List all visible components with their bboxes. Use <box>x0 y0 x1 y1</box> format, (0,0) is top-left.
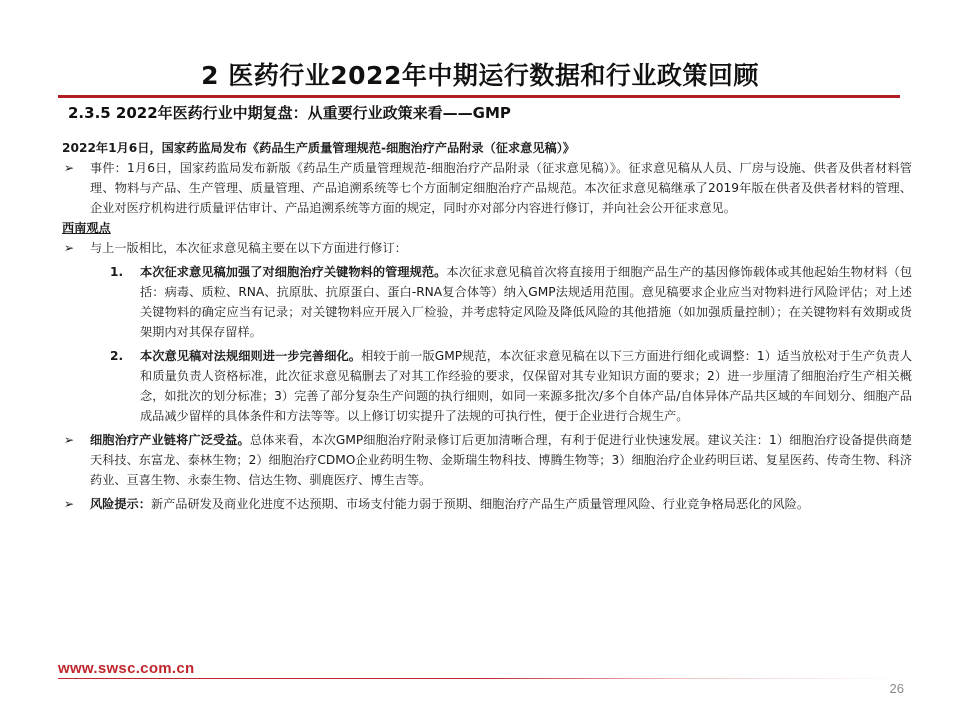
item-text: 相较于前一版GMP规范，本次征求意见稿在以下三方面进行细化或调整：1）适当放松对于生产负责人和质量负责人资格标准，此次征求意见稿删去了对其工作经验的要求，仅保留对其专业知识方面的要求；2）进一步厘清了细胞治疗生产相关概念，如批次的划分标准；3）完善了部分复杂生产问题的执行细则，如同一来源多批次/多个自体产品/自体异体产品共区域的车间划分、细胞产品成品减少留样的具体条件和方法等等。以上修订切实提升了法规的可执行性，便于企业进行合规生产。 <box>140 349 913 423</box>
bullet-arrow-icon: ➢ <box>63 433 75 447</box>
chain-bullet <box>62 430 912 490</box>
bullet-arrow-icon: ➢ <box>63 241 75 255</box>
intro-bullet <box>62 238 912 258</box>
chain-text: 总体来看，本次GMP细胞治疗附录修订后更加清晰合理，有利于促进行业快速发展。建议关注：1）细胞治疗设备提供商楚天科技、东富龙、泰林生物；2）细胞治疗CDMO企业药明生物、金斯瑞生物科技、博腾生物等；3）细胞治疗企业药明巨诺、复星医药、传奇生物、科济药业、亘喜生物、永泰生物、信达生物、驯鹿医疗、博生吉等。 <box>90 433 913 487</box>
risk-bullet <box>62 494 912 514</box>
footer-divider <box>58 678 900 679</box>
section-subtitle: 2.3.5 2022年医药行业中期复盘：从重要行业政策来看——GMP <box>68 104 511 122</box>
title-divider <box>58 95 900 98</box>
list-item <box>62 346 912 426</box>
item-number: 2. <box>110 349 124 363</box>
item-number: 1. <box>110 265 124 279</box>
item-bold-lead: 本次征求意见稿加强了对细胞治疗关键物料的管理规范。 <box>140 265 447 279</box>
view-heading: 西南观点 <box>62 221 111 235</box>
list-item <box>62 262 912 342</box>
footer-website-link[interactable]: www.swsc.com.cn <box>58 660 195 677</box>
event-text: 事件：1月6日，国家药监局发布新版《药品生产质量管理规范-细胞治疗产品附录（征求意见稿）》。征求意见稿从人员、厂房与设施、供者及供者材料管理、物料与产品、生产管理、质量管理、产品追溯系统等七个方面制定细胞治疗产品规范。本次征求意见稿继承了2019年版在供者及供者材料的管理、企业对医疗机构进行质量评估审计、产品追溯系统等方面的规定，同时亦对部分内容进行修订，并向社会公开征求意见。 <box>90 161 912 215</box>
risk-text: 新产品研发及商业化进度不达预期、市场支付能力弱于预期、细胞治疗产品生产质量管理风险、行业竞争格局恶化的风险。 <box>150 497 810 511</box>
bullet-arrow-icon: ➢ <box>63 161 75 175</box>
event-bullet <box>62 158 912 218</box>
intro-text: 与上一版相比，本次征求意见稿主要在以下方面进行修订： <box>90 241 407 255</box>
page-title: 2 医药行业2022年中期运行数据和行业政策回顾 <box>201 61 759 90</box>
bullet-arrow-icon: ➢ <box>63 497 75 511</box>
content-body <box>62 138 912 514</box>
risk-bold-lead: 风险提示： <box>90 497 151 511</box>
item-bold-lead: 本次意见稿对法规细则进一步完善细化。 <box>140 349 362 363</box>
page-number: 26 <box>889 681 904 696</box>
item-text: 本次征求意见稿首次将直接用于细胞产品生产的基因修饰载体或其他起始生物材料（包括：病毒、质粒、RNA、抗原肽、抗原蛋白、蛋白-RNA复合体等）纳入GMP法规适用范围。意见稿要求企业应当对物料进行风险评估；对上述关键物料的确定应当有记录；对关键物料应开展入厂检验，并考虑特定风险及降低风险的其他措施（如加强质量控制）；在关键物料有效期或货架期内对其保存留样。 <box>140 265 913 339</box>
date-heading: 2022年1月6日，国家药监局发布《药品生产质量管理规范-细胞治疗产品附录（征求意见稿）》 <box>62 141 575 155</box>
chain-bold-lead: 细胞治疗产业链将广泛受益。 <box>90 433 250 447</box>
